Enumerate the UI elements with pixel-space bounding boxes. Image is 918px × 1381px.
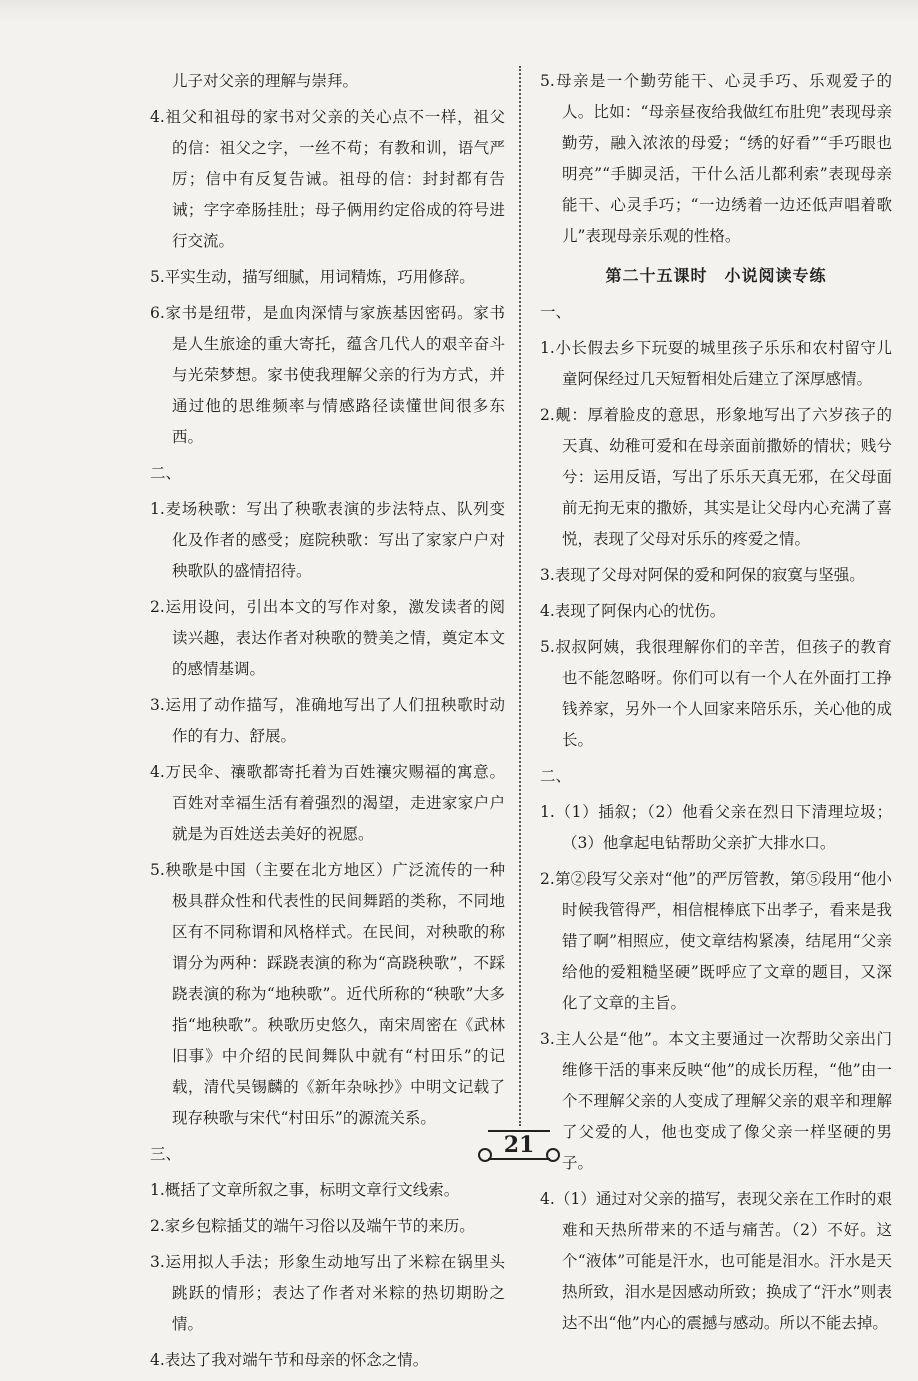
answer-item: 5.母亲是一个勤劳能干、心灵手巧、乐观爱子的人。比如：“母亲昼夜给我做红布肚兜”表现母亲勤劳，融入浓浓的母爱；“绣的好看”“手巧眼也明亮”“手脚灵活，干什么活儿都利索”表现母亲能干、心灵手巧；“一边绣着一边还低声唱着歌儿”表现母亲乐观的性格。 — [540, 72, 892, 245]
answer-item: 3.运用了动作描写，准确地写出了人们扭秧歌时动作的有力、舒展。 — [150, 696, 505, 745]
section-heading: 三、 — [150, 1145, 182, 1163]
answer-item: 2.第②段写父亲对“他”的严厉管教，第⑤段用“他小时候我管得严，相信棍棒底下出孝子，看来是我错了啊”相照应，使文章结构紧凑，结尾用“父亲给他的爱粗糙坚硬”既呼应了文章的题目，又深化了文章的主旨。 — [540, 870, 892, 1012]
left-column — [150, 66, 505, 1381]
answer-item: 4.祖父和祖母的家书对父亲的关心点不一样，祖父的信：祖父之字，一丝不苟；有教和训，语气严厉；信中有反复告诫。祖母的信：封封都有告诫；字字牵肠挂肚；母子俩用约定俗成的符号进行交流。 — [150, 108, 505, 250]
answer-item: 2.运用设问，引出本文的写作对象，激发读者的阅读兴趣，表达作者对秧歌的赞美之情，奠定本文的感情基调。 — [150, 598, 505, 678]
answer-item: 4.万民伞、禳歌都寄托着为百姓禳灾赐福的寓意。百姓对幸福生活有着强烈的渴望，走进家家户户就是为百姓送去美好的祝愿。 — [150, 763, 505, 843]
answer-item: 3.主人公是“他”。本文主要通过一次帮助父亲出门维修干活的事来反映“他”的成长历程，“他”由一个不理解父亲的人变成了理解父亲的艰辛和理解了父爱的人，他也变成了像父亲一样坚硬的男子。 — [540, 1030, 892, 1172]
right-column — [540, 66, 892, 1344]
answer-item: 1.（1）插叙；（2）他看父亲在烈日下清理垃圾；（3）他拿起电钻帮助父亲扩大排水口。 — [540, 803, 892, 852]
answer-item: 1.概括了文章所叙之事，标明文章行文线索。 — [150, 1181, 460, 1199]
section-heading: 二、 — [540, 767, 572, 785]
answer-item: 4.表现了阿保内心的忧伤。 — [540, 602, 726, 620]
answer-item: 3.表现了父母对阿保的爱和阿保的寂寞与坚强。 — [540, 566, 865, 584]
answer-continuation: 儿子对父亲的理解与崇拜。 — [172, 72, 359, 90]
answer-item: 4.（1）通过对父亲的描写，表现父亲在工作时的艰难和天热所带来的不适与痛苦。（2）不好。这个“液体”可能是汗水，也可能是泪水。汗水是天热所致，泪水是因感动所致；换成了“汗水”则表达不出“他”内心的震撼与感动。所以不能去掉。 — [540, 1190, 892, 1332]
answer-item: 3.运用拟人手法；形象生动地写出了米粽在锅里头跳跃的情形；表达了作者对米粽的热切期盼之情。 — [150, 1253, 505, 1333]
answer-item: 5.叔叔阿姨，我很理解你们的辛苦，但孩子的教育也不能忽略呀。你们可以有一个人在外面打工挣钱养家，另外一个人回家来陪乐乐，关心他的成长。 — [540, 638, 892, 749]
page-number-ornament-right — [546, 1148, 560, 1162]
answer-item: 1.小长假去乡下玩耍的城里孩子乐乐和农村留守儿童阿保经过几天短暂相处后建立了深厚感情。 — [540, 339, 892, 388]
answer-item: 5.秧歌是中国（主要在北方地区）广泛流传的一种极具群众性和代表性的民间舞蹈的类称，不同地区有不同称谓和风格样式。在民间，对秧歌的称谓分为两种：踩跷表演的称为“高跷秧歌”，不踩跷表演的称为“地秧歌”。近代所称的“秧歌”大多指“地秧歌”。秧歌历史悠久，南宋周密在《武林旧事》中介绍的民间舞队中就有“村田乐”的记载，清代吴锡麟的《新年杂咏抄》中明文记载了现存秧歌与宋代“村田乐”的源流关系。 — [150, 861, 505, 1127]
scan-edge — [0, 0, 918, 22]
answer-item: 5.平实生动，描写细腻，用词精炼，巧用修辞。 — [150, 268, 475, 286]
section-heading: 一、 — [540, 303, 572, 321]
page-number: 21 — [488, 1130, 550, 1160]
answer-item: 4.表达了我对端午节和母亲的怀念之情。 — [150, 1351, 429, 1369]
answer-item: 2.家乡包粽插艾的端午习俗以及端午节的来历。 — [150, 1217, 475, 1235]
answer-item: 1.麦场秧歌：写出了秧歌表演的步法特点、队列变化及作者的感受；庭院秧歌：写出了家家户户对秧歌队的盛情招待。 — [150, 500, 505, 580]
column-divider — [519, 66, 521, 1126]
answer-item: 6.家书是纽带，是血肉深情与家族基因密码。家书是人生旅途的重大寄托，蕴含几代人的艰辛奋斗与光荣梦想。家书使我理解父亲的行为方式，并通过他的思维频率与情感路径读懂世间很多东西。 — [150, 304, 505, 446]
lesson-title: 第二十五课时 小说阅读专练 — [605, 266, 827, 285]
section-heading: 二、 — [150, 464, 182, 482]
answer-item: 2.觍：厚着脸皮的意思，形象地写出了六岁孩子的天真、幼稚可爱和在母亲面前撒娇的情状；贱兮兮：运用反语，写出了乐乐天真无邪，在父母面前无拘无束的撒娇，其实是让父母内心充满了喜悦，表现了父母对乐乐的疼爱之情。 — [540, 406, 892, 548]
